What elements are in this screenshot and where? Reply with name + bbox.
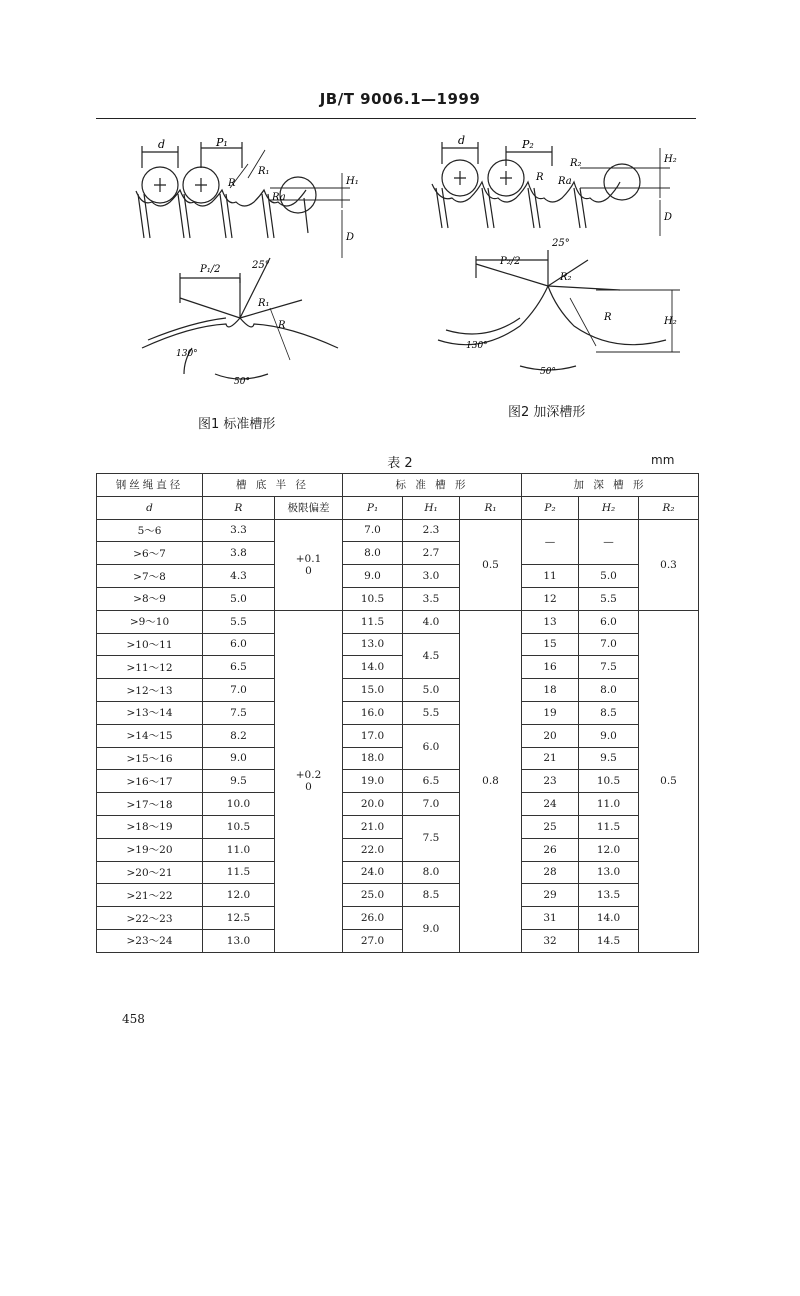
cell-P1: 10.5: [343, 587, 403, 610]
table-row: [97, 838, 699, 861]
figure-2-deep-groove: [420, 128, 680, 382]
fig1-label-130: 130°: [176, 349, 198, 359]
cell-H2: 14.5: [579, 929, 639, 952]
cell-H1: 6.5: [403, 770, 460, 793]
cell-P2: 31: [522, 907, 579, 930]
cell-H2: 12.0: [579, 838, 639, 861]
fig2-label-h2: H₂: [664, 154, 677, 165]
cell-H1: 9.0: [403, 907, 460, 953]
cell-P1: 13.0: [343, 633, 403, 656]
header-R: R: [203, 496, 275, 519]
cell-d: >14～15: [97, 724, 203, 747]
header-groove-radius: 槽 底 半 径: [203, 474, 343, 497]
cell-R1-b: 0.8: [460, 610, 522, 952]
header-P1: P₁: [343, 496, 403, 519]
header-H2: H₂: [579, 496, 639, 519]
fig1-label-r1: R₁: [258, 166, 270, 177]
cell-R1-a: 0.5: [460, 519, 522, 610]
cell-H1: 3.0: [403, 565, 460, 588]
cell-P1: 27.0: [343, 929, 403, 952]
fig1-label-D: D: [346, 232, 355, 243]
cell-H1: 8.5: [403, 884, 460, 907]
cell-d: >21～22: [97, 884, 203, 907]
cell-P1: 14.0: [343, 656, 403, 679]
cell-H2: 5.5: [579, 587, 639, 610]
cell-d: >9～10: [97, 610, 203, 633]
fig2-label-50: 50°: [540, 367, 556, 377]
cell-P2: 20: [522, 724, 579, 747]
groove-dimension-table: [96, 473, 699, 953]
cell-d: >8～9: [97, 587, 203, 610]
cell-H1: 3.5: [403, 587, 460, 610]
table-row: [97, 587, 699, 610]
table-row: [97, 633, 699, 656]
cell-R: 6.5: [203, 656, 275, 679]
cell-R: 5.0: [203, 587, 275, 610]
cell-H2: 6.0: [579, 610, 639, 633]
cell-H2: 8.5: [579, 701, 639, 724]
cell-R: 9.0: [203, 747, 275, 770]
cell-H2: 7.0: [579, 633, 639, 656]
cell-R: 8.2: [203, 724, 275, 747]
cell-P1: 24.0: [343, 861, 403, 884]
figure-1-standard-groove: [120, 128, 370, 402]
cell-d: >16～17: [97, 770, 203, 793]
cell-H1: 7.5: [403, 815, 460, 861]
cell-H2: 9.5: [579, 747, 639, 770]
cell-P1: 21.0: [343, 815, 403, 838]
fig2-label-25: 25°: [552, 238, 570, 249]
cell-R: 11.5: [203, 861, 275, 884]
cell-P2: 28: [522, 861, 579, 884]
cell-d: >18～19: [97, 815, 203, 838]
cell-d: >17～18: [97, 793, 203, 816]
fig2-label-ra: Ra: [558, 176, 572, 187]
cell-d: >23～24: [97, 929, 203, 952]
cell-P1: 16.0: [343, 701, 403, 724]
table-row: [97, 610, 699, 633]
cell-P2: 21: [522, 747, 579, 770]
fig1-label-p1-half: P₁/2: [200, 264, 221, 275]
table-row: [97, 861, 699, 884]
table-row: [97, 701, 699, 724]
cell-H2: 11.5: [579, 815, 639, 838]
cell-R: 7.0: [203, 679, 275, 702]
header-deep-groove: 加 深 槽 形: [522, 474, 699, 497]
cell-P2: 32: [522, 929, 579, 952]
cell-H1: 4.0: [403, 610, 460, 633]
cell-P2-dash: —: [522, 519, 579, 565]
fig2-label-d: d: [458, 134, 466, 147]
fig2-label-D: D: [664, 212, 673, 223]
fig1-label-r1b: R₁: [258, 298, 270, 309]
table-row: [97, 724, 699, 747]
cell-P2: 19: [522, 701, 579, 724]
fig1-label-h1: H₁: [346, 176, 359, 187]
figure-2-caption: 图2 加深槽形: [508, 405, 586, 420]
cell-P2: 23: [522, 770, 579, 793]
cell-R: 11.0: [203, 838, 275, 861]
table-row: [97, 929, 699, 952]
cell-P2: 29: [522, 884, 579, 907]
header-P2: P₂: [522, 496, 579, 519]
cell-R: 7.5: [203, 701, 275, 724]
fig2-label-h2b: H₂: [664, 316, 677, 327]
table-row: [97, 565, 699, 588]
cell-d: >11～12: [97, 656, 203, 679]
cell-H1: 2.7: [403, 542, 460, 565]
cell-d: >22～23: [97, 907, 203, 930]
cell-R2-b: 0.5: [639, 610, 699, 952]
cell-R: 9.5: [203, 770, 275, 793]
cell-R2-a: 0.3: [639, 519, 699, 610]
header-standard-groove: 标 准 槽 形: [343, 474, 522, 497]
fig1-label-p1: P₁: [216, 136, 228, 149]
cell-R: 3.3: [203, 519, 275, 542]
cell-H1: 7.0: [403, 793, 460, 816]
cell-P1: 11.5: [343, 610, 403, 633]
cell-P2: 16: [522, 656, 579, 679]
cell-R: 4.3: [203, 565, 275, 588]
page-header: JB/T 9006.1—1999: [319, 90, 481, 108]
cell-P1: 8.0: [343, 542, 403, 565]
tolerance-lower: 0: [305, 564, 312, 577]
cell-P1: 20.0: [343, 793, 403, 816]
table-row: [97, 793, 699, 816]
figure-2-drawing: [420, 128, 680, 378]
fig1-label-r: R: [228, 178, 236, 189]
header-tolerance: 极限偏差: [275, 496, 343, 519]
header-H1: H₁: [403, 496, 460, 519]
table-row: [97, 770, 699, 793]
fig2-label-130: 130°: [466, 341, 488, 351]
table-unit: mm: [651, 453, 675, 467]
fig1-label-d: d: [158, 138, 166, 151]
table-row: [97, 884, 699, 907]
fig1-label-50: 50°: [234, 377, 250, 387]
fig1-label-R: R: [278, 320, 286, 331]
cell-R: 13.0: [203, 929, 275, 952]
table-row: [97, 519, 699, 542]
cell-d: >20～21: [97, 861, 203, 884]
cell-P1: 7.0: [343, 519, 403, 542]
fig2-label-R: R: [604, 312, 612, 323]
cell-d: 5～6: [97, 519, 203, 542]
header-rule: [96, 118, 696, 119]
cell-P2: 24: [522, 793, 579, 816]
cell-tolerance-a: [275, 519, 343, 610]
cell-H2: 13.0: [579, 861, 639, 884]
cell-H1: 4.5: [403, 633, 460, 679]
table-title: 表 2: [387, 456, 413, 471]
fig2-label-p2: P₂: [522, 138, 534, 151]
cell-H2: 14.0: [579, 907, 639, 930]
cell-R: 12.0: [203, 884, 275, 907]
cell-P2: 18: [522, 679, 579, 702]
cell-P1: 18.0: [343, 747, 403, 770]
cell-P1: 26.0: [343, 907, 403, 930]
page-number: 458: [122, 1012, 145, 1026]
cell-R: 3.8: [203, 542, 275, 565]
cell-d: >13～14: [97, 701, 203, 724]
cell-d: >6～7: [97, 542, 203, 565]
cell-P2: 25: [522, 815, 579, 838]
table-row: [97, 747, 699, 770]
header-diameter: 钢丝绳直径: [97, 474, 203, 497]
cell-H1: 8.0: [403, 861, 460, 884]
header-d: d: [97, 496, 203, 519]
cell-P1: 9.0: [343, 565, 403, 588]
cell-P2: 12: [522, 587, 579, 610]
tolerance-upper: +0.1: [295, 552, 322, 565]
cell-H2: 9.0: [579, 724, 639, 747]
table-row: [97, 815, 699, 838]
cell-P1: 22.0: [343, 838, 403, 861]
cell-H2: 11.0: [579, 793, 639, 816]
cell-P1: 15.0: [343, 679, 403, 702]
fig2-label-r2: R₂: [570, 158, 582, 169]
cell-d: >12～13: [97, 679, 203, 702]
tolerance-lower: 0: [305, 781, 312, 794]
cell-R: 10.0: [203, 793, 275, 816]
cell-P1: 25.0: [343, 884, 403, 907]
figure-1-drawing: [120, 128, 370, 398]
fig2-label-r: R: [536, 172, 544, 183]
cell-H2: 7.5: [579, 656, 639, 679]
cell-P2: 26: [522, 838, 579, 861]
cell-H1: 2.3: [403, 519, 460, 542]
table-row: [97, 907, 699, 930]
cell-H1: 6.0: [403, 724, 460, 770]
tolerance-upper: +0.2: [295, 769, 322, 782]
fig1-label-25: 25°: [252, 260, 270, 271]
figure-1-caption: 图1 标准槽形: [198, 417, 276, 432]
cell-H2: 13.5: [579, 884, 639, 907]
fig1-label-ra: Ra: [272, 192, 286, 203]
cell-d: >7～8: [97, 565, 203, 588]
cell-H2-dash: —: [579, 519, 639, 565]
cell-R: 12.5: [203, 907, 275, 930]
cell-P2: 11: [522, 565, 579, 588]
cell-H2: 5.0: [579, 565, 639, 588]
fig2-label-p2-half: P₂/2: [500, 256, 521, 267]
cell-H1: 5.0: [403, 679, 460, 702]
cell-d: >10～11: [97, 633, 203, 656]
cell-R: 10.5: [203, 815, 275, 838]
cell-P1: 17.0: [343, 724, 403, 747]
cell-H2: 8.0: [579, 679, 639, 702]
cell-d: >15～16: [97, 747, 203, 770]
cell-P1: 19.0: [343, 770, 403, 793]
cell-P2: 13: [522, 610, 579, 633]
header-R1: R₁: [460, 496, 522, 519]
fig2-label-r2b: R₂: [560, 272, 572, 283]
cell-tolerance-b: [275, 610, 343, 952]
cell-H2: 10.5: [579, 770, 639, 793]
cell-R: 6.0: [203, 633, 275, 656]
cell-d: >19～20: [97, 838, 203, 861]
header-R2: R₂: [639, 496, 699, 519]
cell-P2: 15: [522, 633, 579, 656]
cell-R: 5.5: [203, 610, 275, 633]
table-row: [97, 679, 699, 702]
table-row: [97, 656, 699, 679]
cell-H1: 5.5: [403, 701, 460, 724]
